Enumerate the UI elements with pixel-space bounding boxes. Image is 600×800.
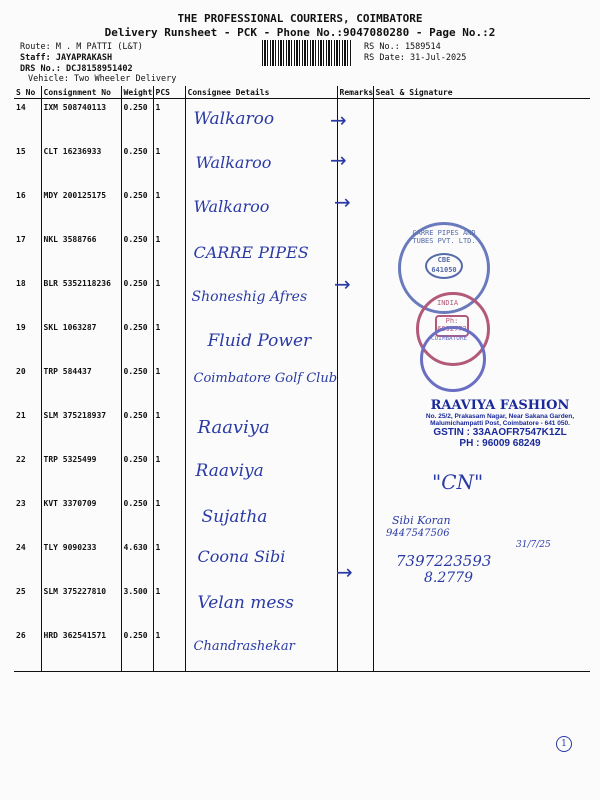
table-row: [14, 319, 590, 363]
sno: 16: [16, 191, 26, 200]
weight: 0.250: [121, 451, 153, 495]
consignment-no: SKL 1063287: [41, 319, 121, 363]
consignee-handwriting: Raaviya: [197, 417, 270, 438]
pcs: 1: [153, 539, 185, 583]
table-row: [14, 627, 590, 672]
consignment-no: MDY 200125175: [41, 187, 121, 231]
sno: 25: [16, 587, 26, 596]
consignee-handwriting: Raaviya: [195, 461, 264, 481]
raaviya-fashion-stamp: [408, 398, 592, 449]
table-row: [14, 583, 590, 627]
col-remarks: Remarks: [337, 86, 373, 99]
pcs: 1: [153, 495, 185, 539]
weight: 0.250: [121, 407, 153, 451]
sno: 15: [16, 147, 26, 156]
pcs: 1: [153, 627, 185, 672]
vehicle: Vehicle: Two Wheeler Delivery: [28, 74, 177, 84]
rs-number: RS No.: 1589514: [364, 42, 441, 52]
blue-stamp-ring-text: COIMBATORE: [431, 335, 468, 342]
col-consignment: Consignment No: [41, 86, 121, 99]
pcs: 1: [153, 363, 185, 407]
consignee-handwriting: Fluid Power: [207, 331, 312, 351]
pcs: 1: [153, 275, 185, 319]
consignee-handwriting: Walkaroo: [195, 153, 272, 172]
sno: 22: [16, 455, 26, 464]
pcs: 1: [153, 187, 185, 231]
signature-row25: 8.2779: [424, 570, 473, 586]
raaviya-stamp-address-2: Malumichampatti Post, Coimbatore - 641 050.: [430, 420, 570, 427]
signature-row25-phone: 7397223593: [396, 552, 492, 570]
remark-arrow-icon: →: [334, 190, 351, 214]
rs-date: RS Date: 31-Jul-2025: [364, 53, 467, 63]
remark-arrow-icon: →: [330, 148, 347, 172]
consignment-no: TRP 5325499: [41, 451, 121, 495]
signature-row24-date: 31/7/25: [516, 540, 551, 550]
col-pcs: PCS: [153, 86, 185, 99]
page-number-mark: 1: [556, 736, 572, 752]
sno: 24: [16, 543, 26, 552]
consignee-handwriting: Shoneshig Afres: [191, 289, 308, 305]
signature-row23: "CN": [432, 470, 484, 494]
sno: 17: [16, 235, 26, 244]
sno: 19: [16, 323, 26, 332]
sno: 20: [16, 367, 26, 376]
col-sno: S No: [14, 86, 41, 99]
col-consignee: Consignee Details: [185, 86, 337, 99]
consignee-handwriting: Sujatha: [201, 507, 268, 527]
weight: 0.250: [121, 627, 153, 672]
consignment-no: SLM 375227810: [41, 583, 121, 627]
consignment-no: HRD 362541571: [41, 627, 121, 672]
table-row: [14, 143, 590, 187]
signature-row24-name: Sibi Koran: [392, 514, 451, 527]
raaviya-stamp-name: RAAVIYA FASHION: [430, 398, 570, 413]
consignee-handwriting: Coimbatore Golf Club: [193, 371, 338, 386]
weight: 0.250: [121, 143, 153, 187]
consignment-no: SLM 375218937: [41, 407, 121, 451]
table-row: [14, 231, 590, 275]
consignee-handwriting: Coona Sibi: [197, 547, 286, 566]
consignee-handwriting: Walkaroo: [193, 109, 275, 129]
sno: 26: [14, 627, 41, 672]
pcs: 1: [153, 583, 185, 627]
raaviya-stamp-gstin: GSTIN : 33AAOFR7547K1ZL: [433, 427, 567, 438]
consignment-no: CLT 16236933: [41, 143, 121, 187]
col-seal: Seal & Signature: [373, 86, 590, 99]
weight: 4.630: [121, 539, 153, 583]
runsheet-table: [14, 86, 590, 672]
table-row: [14, 275, 590, 319]
table-row: [14, 495, 590, 539]
route: Route: M . M PATTI (L&T): [20, 42, 143, 52]
company-title: THE PROFESSIONAL COURIERS, COIMBATORE: [177, 12, 423, 25]
signature-row24-phone: 9447547506: [386, 528, 450, 539]
runsheet-title: Delivery Runsheet - PCK - Phone No.:9047080280 - Page No.:2: [104, 26, 496, 39]
weight: 0.250: [121, 187, 153, 231]
weight: 0.250: [121, 319, 153, 363]
pink-stamp-center: Ph: 6592772: [435, 315, 469, 337]
table-row: [14, 187, 590, 231]
weight: 0.250: [121, 495, 153, 539]
sno: 23: [16, 499, 26, 508]
consignment-no: IXM 508740113: [41, 99, 121, 144]
consignment-no: TLY 9090233: [41, 539, 121, 583]
drs-number: DRS No.: DCJ8158951402: [20, 64, 133, 74]
weight: 0.250: [121, 231, 153, 275]
consignee-handwriting: Velan mess: [197, 593, 294, 613]
pink-stamp-ring-text: INDIA: [437, 299, 459, 307]
pcs: 1: [153, 99, 185, 144]
pcs: 1: [153, 143, 185, 187]
consignee-handwriting: Chandrashekar: [193, 639, 295, 654]
remark-arrow-icon: →: [334, 272, 351, 296]
consignee-handwriting: Walkaroo: [193, 197, 270, 216]
carre-stamp-ring-text: CARRE PIPES AND TUBES PVT. LTD.: [412, 229, 476, 245]
sno: 14: [16, 103, 26, 112]
pcs: 1: [153, 319, 185, 363]
consignment-no: NKL 3588766: [41, 231, 121, 275]
table-row: [14, 99, 590, 144]
pcs: 1: [153, 231, 185, 275]
weight: 0.250: [121, 363, 153, 407]
pcs: 1: [153, 407, 185, 451]
consignee-handwriting: CARRE PIPES: [193, 243, 309, 262]
pcs: 1: [153, 451, 185, 495]
table-header-row: [14, 86, 590, 99]
remark-arrow-icon: →: [330, 108, 347, 132]
consignment-no: KVT 3370709: [41, 495, 121, 539]
table-row: [14, 451, 590, 495]
table-row: [14, 539, 590, 583]
blue-round-stamp: [420, 326, 486, 392]
consignment-no: BLR 5352118236: [41, 275, 121, 319]
weight: 3.500: [121, 583, 153, 627]
weight: 0.250: [121, 275, 153, 319]
sno: 18: [16, 279, 26, 288]
remark-arrow-icon: →: [336, 560, 353, 584]
col-weight: Weight: [121, 86, 153, 99]
raaviya-stamp-phone: PH : 96009 68249: [459, 438, 541, 449]
raaviya-stamp-address-1: No. 25/2, Prakasam Nagar, Near Sakana Garden,: [425, 413, 575, 420]
carre-stamp-center: CBE 641050: [425, 253, 463, 279]
sno: 21: [16, 411, 26, 420]
barcode: [262, 40, 352, 66]
staff: Staff: JAYAPRAKASH: [20, 53, 113, 63]
weight: 0.250: [121, 99, 153, 144]
consignment-no: TRP 584437: [41, 363, 121, 407]
